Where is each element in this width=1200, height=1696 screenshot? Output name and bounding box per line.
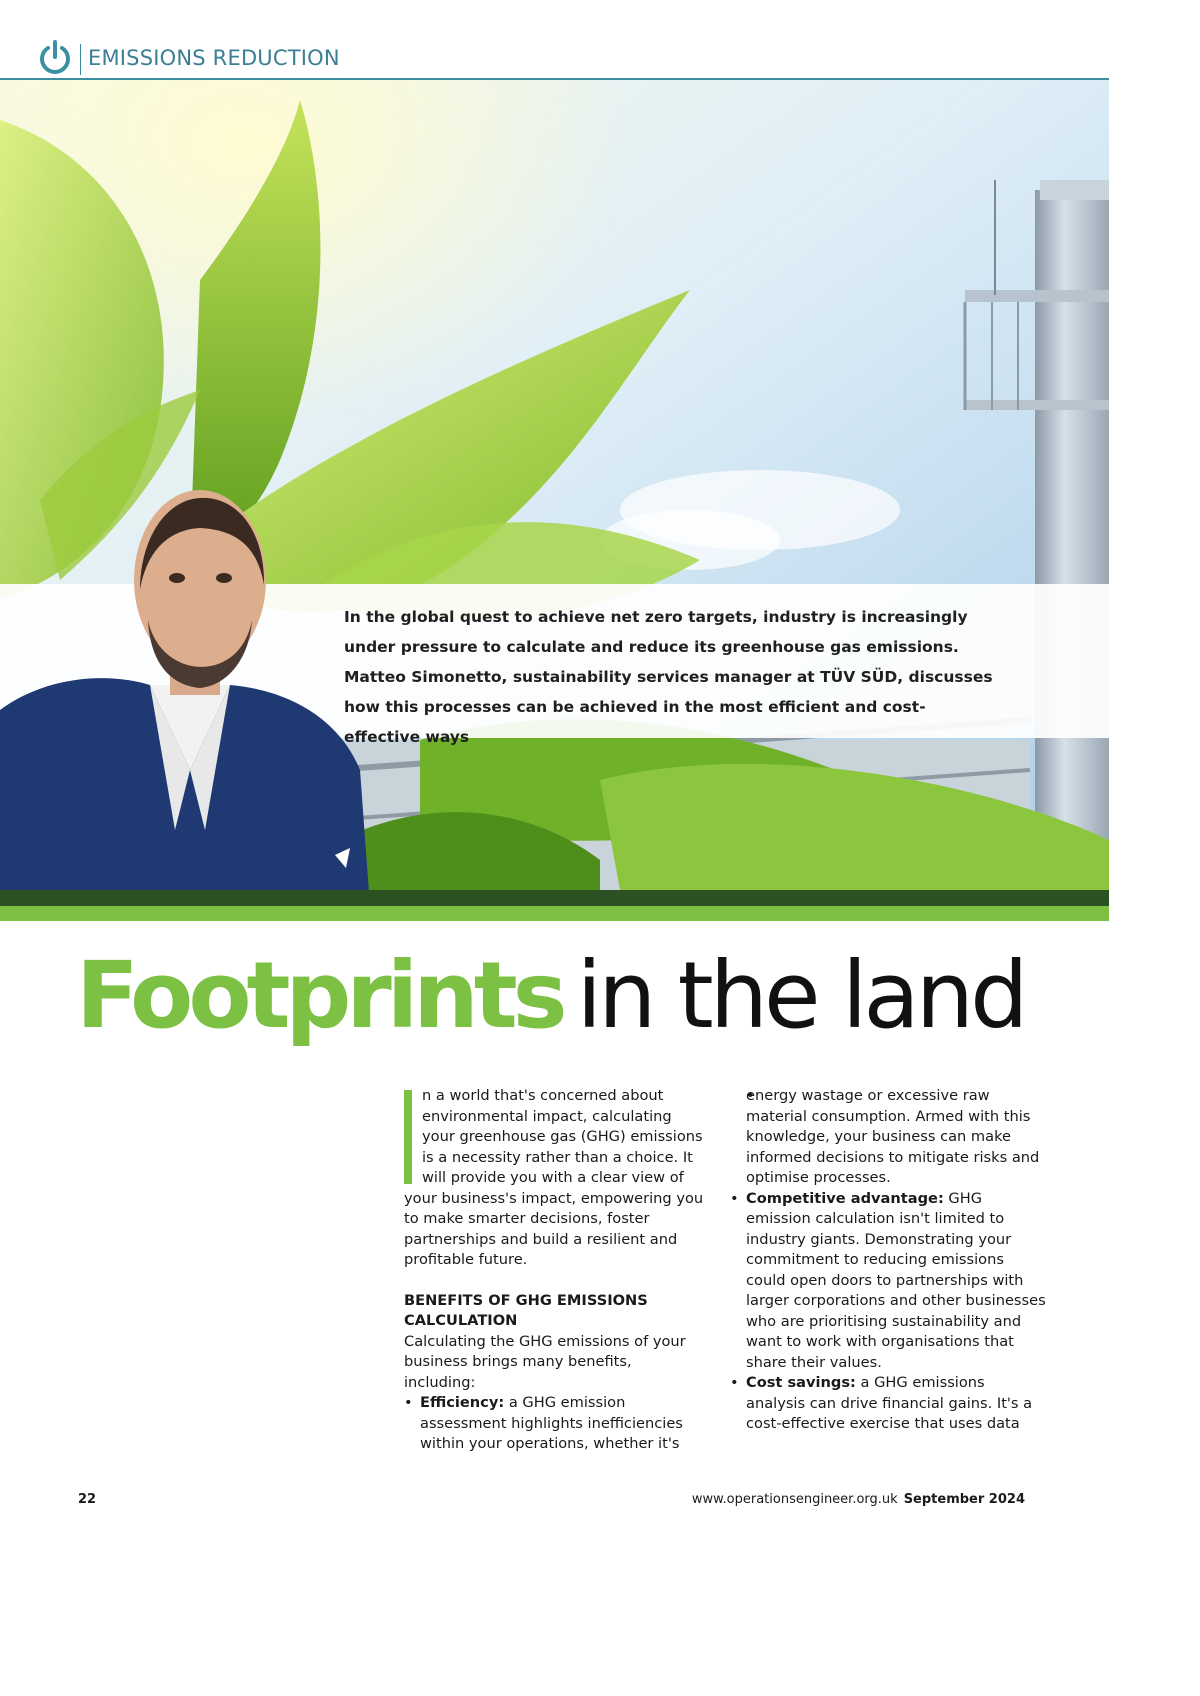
- bullet-competitive-text: GHG emission calculation isn't limited to industry giants. Demonstrating your commitment to reducing emissions could open doors to partnerships with larger corporations and other businesses who are prioritising sustainability and want to work with organisations that share their values.: [746, 1189, 1046, 1371]
- benefits-lead: Calculating the GHG emissions of your business brings many benefits, including:: [404, 1332, 686, 1391]
- bullet-competitive-advantage: [730, 1189, 1046, 1374]
- footer-credits: [692, 1492, 1025, 1507]
- article-headline: [76, 942, 1025, 1049]
- bullet-efficiency-text: a GHG emission assessment highlights inefficiencies within your operations, whether it's: [420, 1394, 683, 1452]
- hero-band-dark: [0, 890, 1109, 906]
- author-portrait: [0, 470, 370, 906]
- footer-date: September 2024: [903, 1492, 1025, 1507]
- headline-black: in the land: [576, 942, 1025, 1049]
- bullet-competitive-label: Competitive advantage:: [746, 1189, 944, 1207]
- headline-green: Footprints: [76, 942, 563, 1049]
- body-column-1: [404, 1086, 704, 1455]
- bullet-efficiency: [404, 1393, 704, 1455]
- footer-url[interactable]: www.operationsengineer.org.uk: [691, 1492, 898, 1507]
- intro-paragraph-indented: n a world that's concerned about environmental impact, calculating your greenhouse gas (GHG) emissions is a necessity rather than a choice. It will provide you with a clear view of: [422, 1087, 703, 1186]
- bullet-cost-text: a GHG emissions analysis can drive financial gains. It's a cost-effective exercise that uses data: [746, 1374, 1033, 1432]
- body-column-2: [746, 1086, 1046, 1435]
- bullet-cost-label: Cost savings:: [746, 1374, 856, 1391]
- section-subhead: BENEFITS OF GHG EMISSIONS CALCULATION: [404, 1291, 648, 1329]
- page-header: [0, 0, 1109, 80]
- section-label: EMISSIONS REDUCTION: [88, 46, 340, 70]
- bullet-efficiency-label: Efficiency:: [420, 1394, 505, 1411]
- intro-paragraph-rest: your business's impact, empowering you to make smarter decisions, foster partnerships and build a resilient and profitable future.: [404, 1189, 704, 1268]
- bullet-efficiency-continued: • energy wastage or excessive raw material consumption. Armed with this knowledge, your business can make informed decisions to mitigate risks and optimise processes.: [746, 1086, 1046, 1189]
- power-icon: [38, 40, 72, 76]
- page-number: 22: [78, 1492, 97, 1507]
- hero-band-green: [0, 906, 1109, 921]
- header-divider: [80, 44, 81, 75]
- standfirst: In the global quest to achieve net zero targets, industry is increasingly under pressure to calculate and reduce its greenhouse gas emissions. Matteo Simonetto, sustainability services manager at TÜV SÜD, discusses how this processes can be achieved in the most efficient and cost-effective ways: [344, 608, 993, 746]
- bullet-cost-savings: [730, 1373, 1046, 1435]
